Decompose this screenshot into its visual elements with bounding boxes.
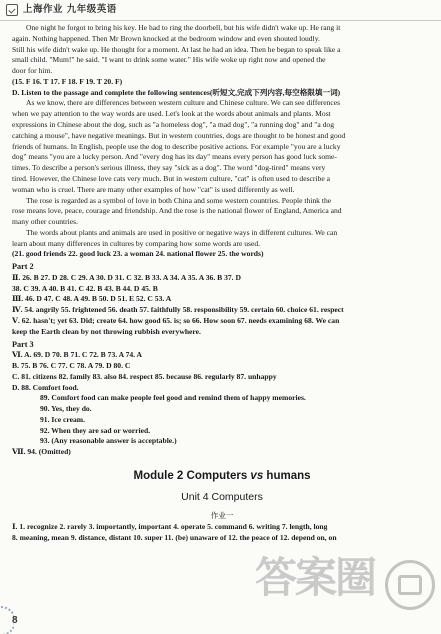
answer-line: B. 75. B 76. C 77. C 78. A 79. D 80. C [12,360,131,370]
passage-line: rose means love, peace, courage and friendship. And the rose is the national flower of England, America and [12,206,342,216]
passage-line: when we pay attention to the way words are used. Let's look at the words about animals and plants. Most [12,109,331,119]
answer-key: (21. good friends 22. good luck 23. a woman 24. national flower 25. the words) [12,249,264,259]
answer-line: Ⅲ. 46. D 47. C 48. A 49. B 50. D 51. E 52. C 53. A [12,294,172,304]
answer-line: Ⅰ. 1. recognize 2. rarely 3. importantly, important 4. operate 5. command 6. writing 7. length, long [12,521,328,531]
passage-line: times. To describe a person's serious illness, they say "sick as a dog". The word "dog-tired" means very [12,163,326,173]
passage-line: friends of humans. In English, people use the dog to describe positive actions. For example "you are a lucky [12,141,341,151]
watermark-text: 答案圈 [255,553,376,602]
answer-line: 89. Comfort food can make people feel good and remind them of happy memories. [40,393,306,403]
module-title [12,468,432,484]
passage-line: One night he forgot to bring his key. He had to ring the doorbell, but his wife didn't wake up. He rang it [26,23,341,32]
answer-line: Ⅳ. 54. angrily 55. frightened 56. death 57. faithfully 58. responsibility 59. certain 60. choice 61. respect [12,305,344,315]
passage-line: door for him. [12,66,53,76]
answer-line: Ⅶ. 94. (Omitted) [12,447,71,457]
exercise-label: 作业一 [210,511,234,521]
header-title: 上海作业 九年级英语 [23,4,117,16]
passage-line: learn about many differences in cultures by comparing how some words are used. [12,238,261,248]
part-title: Part 2 [12,262,34,272]
passage-line: dog" means "you are a lucky person. And "every dog has its day" means every person has good luck some- [12,152,337,162]
answer-line: D. 88. Comfort food. [12,382,79,392]
answer-line: Ⅵ. A. 69. D 70. B 71. C 72. B 73. A 74. A [12,350,143,360]
page-content [12,23,432,544]
answer-line: keep the Earth clean by not throwing rubbish everywhere. [12,326,201,336]
answer-line: 92. When they are sad or worried. [40,425,151,435]
passage-line: The rose is regarded as a symbol of love in both China and some western countries. People think the [26,195,332,205]
answer-line: 38. C 39. A 40. B 41. C 42. B 43. B 44. D 45. B [12,283,158,293]
passage-line: tired. However, the Chinese love cats very much. But in western culture, "cat" is often used to describe a [12,173,330,183]
answer-key: (15. F 16. T 17. F 18. F 19. T 20. F) [12,76,123,86]
watermark-stamp-icon [385,560,435,610]
page-header [0,0,441,21]
answer-line: Ⅴ. 62. hasn't; yet 63. Did; create 64. how good 65. is; so 66. How soon 67. needs examining 68. We can [12,315,340,325]
part-2 [12,261,432,337]
part-3 [12,339,432,458]
section-heading: D. Listen to the passage and complete the following sentences(听短文,完成下列内容,每空格限填一词) [12,87,341,97]
answer-line: 93. (Any reasonable answer is acceptable.) [40,436,177,446]
passage-line: woman who is cruel. There are many other examples of how "cat" is used differently as well. [12,184,295,194]
passage-line: catching a mouse", have negative meanings. But in western countries, dogs are thought to be honest and good [12,130,346,140]
answer-line: C. 81. citizens 82. family 83. also 84. respect 85. because 86. regularly 87. unhappy [12,371,277,381]
unit-title: Unit 4 Computers [181,491,263,504]
answer-line: Ⅱ. 26. B 27. D 28. C 29. A 30. D 31. C 32. B 33. A 34. A 35. A 36. B 37. D [12,272,241,282]
passage-line: small child. "Mum!" he said. "I want to drink some water." His wife woke up right now and opened the [12,55,326,65]
passage-line: Still his wife didn't wake up. He thought for a moment. At last he had an idea. Then he began to speak like a [12,44,341,54]
answer-line: 90. Yes, they do. [40,404,92,414]
final-answers [12,522,432,544]
answer-line: 91. Ice cream. [40,414,85,424]
passage-line: expressions in Chinese about the dog, such as "a homeless dog", "a mad dog", "a running dog" and "a dog [12,120,335,130]
module-title-vs: vs [250,469,264,482]
module-title-suffix: humans [263,469,311,482]
passage-line: again. Nothing happened. Then Mr Brown knocked at the bedroom window and even shouted loudly. [12,33,320,43]
section-d [12,88,432,261]
module-title-prefix: Module 2 Computers [133,469,251,482]
passage-line: As we know, there are differences between western culture and Chinese culture. We can see differences [26,98,341,108]
passage-line: The words about plants and animals are used in positive or negative ways in different cultures. We can [26,227,338,237]
book-logo-icon [6,4,18,16]
page-number: 8 [12,615,18,626]
part-title: Part 3 [12,339,34,349]
passage-line: many other countries. [12,217,79,227]
answer-line: 8. meaning, mean 9. distance, distant 10. super 11. (be) unaware of 12. the peace of 12. depend on, on [12,532,337,542]
passage-1 [12,23,432,88]
